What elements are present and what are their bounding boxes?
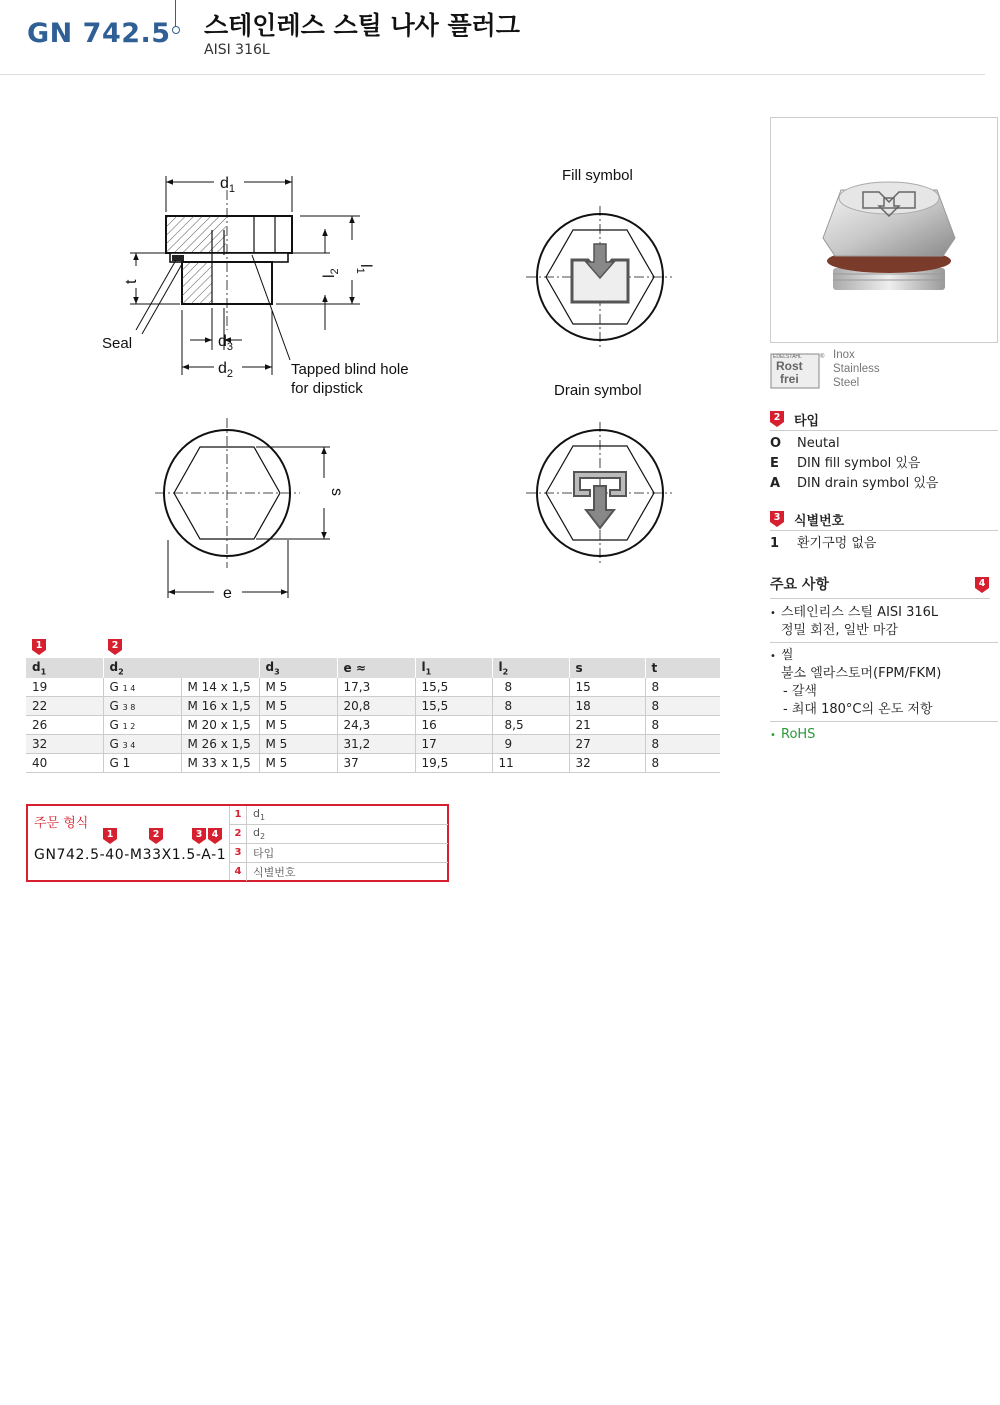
table-row: 19 G 1 4 M 14 x 1,5 M 5 17,3 15,5 8 15 8	[26, 678, 720, 697]
col-e: e ≈	[337, 658, 415, 678]
header-divider	[175, 0, 176, 28]
side-view	[166, 190, 292, 330]
dim-e-label: e	[223, 585, 232, 602]
order-legend-row: 4 식별번호	[230, 863, 448, 881]
note-item: • 씰 불소 엘라스토머(FPM/FKM) - 갈색 - 최대 180°C의 온도 저항	[770, 643, 998, 722]
marker-icon: 2	[108, 639, 122, 655]
col-d2: $d_2$	[103, 658, 259, 678]
table-row: 26 G 1 2 M 20 x 1,5 M 5 24,3 16 8,5 21 8	[26, 716, 720, 735]
tapped-hole-label: Tapped blind hole	[291, 361, 409, 378]
col-s: s	[569, 658, 645, 678]
dim-l2-label: $l_2$	[321, 268, 341, 278]
svg-text:®: ®	[820, 354, 825, 360]
product-code: GN 742.5	[27, 18, 171, 49]
svg-text:EDELSTAHL: EDELSTAHL	[773, 354, 802, 360]
dim-d1-label: $d_1$	[220, 175, 236, 195]
page-header	[0, 0, 985, 75]
dimension-table	[26, 658, 720, 773]
notes-title: 주요 사항	[770, 577, 829, 593]
marker-icon: 4	[975, 577, 989, 593]
technical-drawing	[90, 150, 710, 610]
id-section-title: 식별번호	[794, 513, 845, 529]
note-item: • 스테인리스 스틸 AISI 316L 정밀 회전, 일반 마감	[770, 600, 998, 643]
fill-symbol-title: Fill symbol	[562, 167, 633, 184]
page-subtitle: AISI 316L	[204, 42, 270, 58]
order-legend	[229, 806, 448, 880]
type-option: A DIN drain symbol 있음	[770, 476, 939, 491]
table-header-row	[26, 658, 720, 678]
fill-symbol-view	[526, 206, 672, 348]
product-photo	[770, 117, 998, 343]
order-legend-row: 2 $d_2$	[230, 825, 448, 844]
header-divider-dot	[172, 26, 180, 34]
col-l2: $l_2$	[492, 658, 569, 678]
marker-icon: 4	[208, 828, 222, 844]
dipstick-label: for dipstick	[291, 380, 363, 397]
dim-s-label: s	[328, 488, 345, 496]
order-code: GN742.5-40-M33X1.5-A-1	[34, 847, 227, 863]
svg-text:Rost: Rost	[776, 359, 803, 373]
top-view	[155, 418, 330, 598]
col-d3: $d_3$	[259, 658, 337, 678]
drain-symbol-title: Drain symbol	[554, 382, 642, 399]
order-example-box	[26, 804, 449, 882]
table-row: 22 G 3 8 M 16 x 1,5 M 5 20,8 15,5 8 18 8	[26, 697, 720, 716]
dim-t-label: t	[123, 279, 140, 284]
marker-icon: 3	[192, 828, 206, 844]
drain-symbol-view	[526, 422, 672, 564]
marker-icon: 3	[770, 511, 784, 527]
order-legend-row: 3 타입	[230, 844, 448, 863]
table-markers	[26, 639, 726, 655]
table-row: 32 G 3 4 M 26 x 1,5 M 5 31,2 17 9 27 8	[26, 735, 720, 754]
type-option: O Neutal	[770, 436, 840, 451]
type-section	[770, 408, 998, 494]
type-section-title: 타입	[794, 413, 820, 429]
marker-icon: 1	[103, 828, 117, 844]
marker-icon: 2	[770, 411, 784, 427]
rohs-note: • RoHS	[770, 727, 816, 742]
badge-caption: Inox Stainless Steel	[833, 349, 880, 389]
type-option: E DIN fill symbol 있음	[770, 456, 921, 471]
col-d1: $d_1$	[26, 658, 103, 678]
notes-list	[770, 600, 998, 747]
col-l1: $l_1$	[415, 658, 492, 678]
order-legend-row: 1 $d_1$	[230, 806, 448, 825]
order-title: 주문 형식	[34, 816, 89, 831]
marker-icon: 1	[32, 639, 46, 655]
order-markers	[28, 826, 228, 844]
notes-divider	[770, 598, 990, 599]
col-t: t	[645, 658, 720, 678]
id-section	[770, 508, 998, 554]
id-option: 1 환기구멍 없음	[770, 536, 877, 551]
rostfrei-badge	[770, 350, 830, 390]
seal-label: Seal	[102, 335, 133, 352]
marker-icon: 2	[149, 828, 163, 844]
page-title: 스테인레스 스틸 나사 플러그	[204, 11, 520, 40]
dim-d3-label: $d_3$	[218, 333, 234, 353]
dim-d2-label: $d_2$	[218, 360, 234, 380]
svg-text:frei: frei	[780, 372, 799, 386]
dim-l1-label: $l_1$	[354, 264, 374, 274]
table-row: 40 G 1 M 33 x 1,5 M 5 37 19,5 11 32 8	[26, 754, 720, 773]
